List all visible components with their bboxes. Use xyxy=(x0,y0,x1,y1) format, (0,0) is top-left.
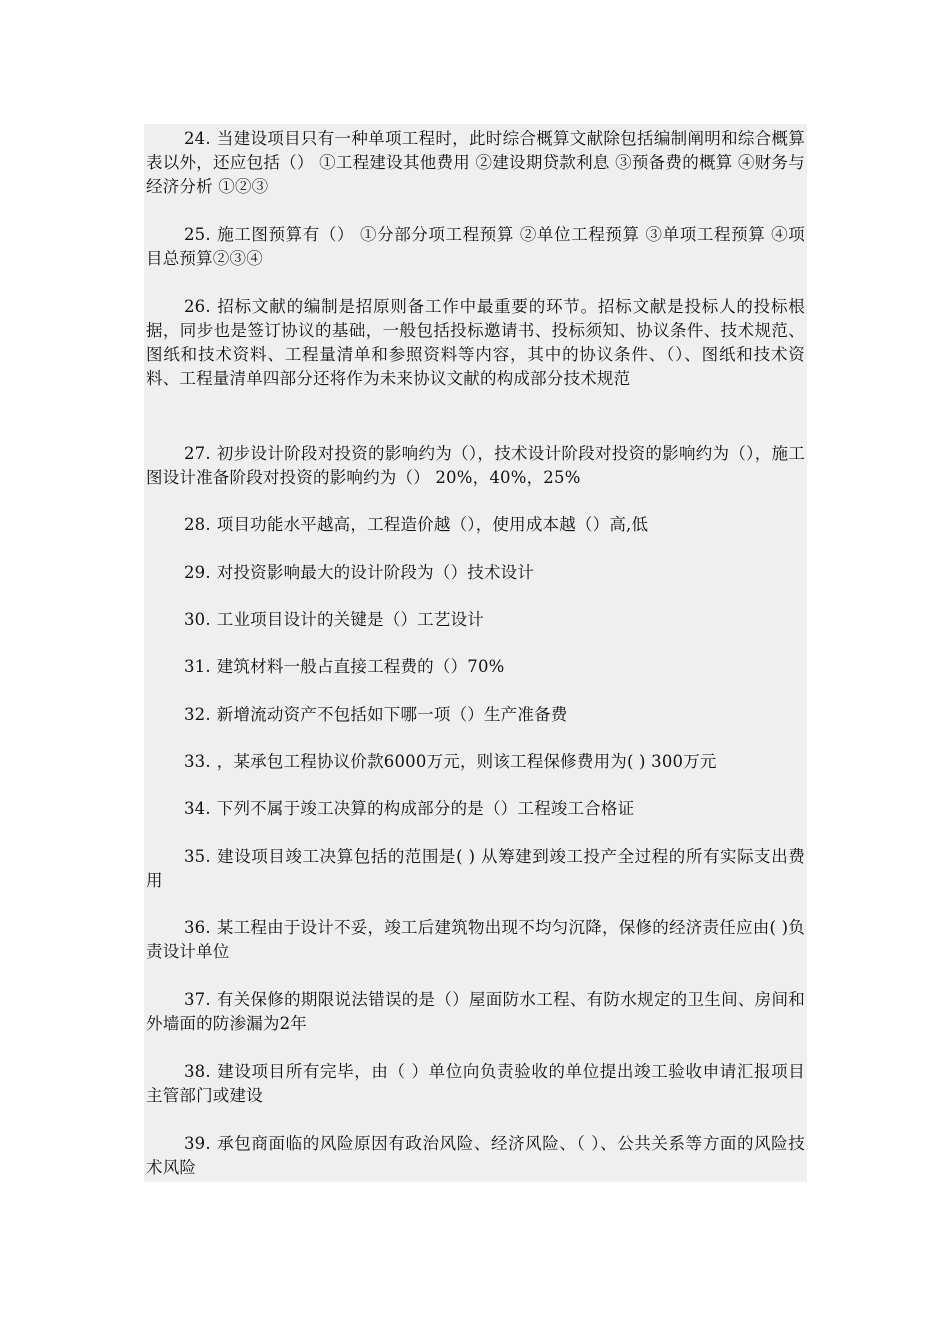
question-26 xyxy=(146,295,805,391)
question-39 xyxy=(146,1132,805,1180)
question-31 xyxy=(146,655,805,679)
question-number: 25. xyxy=(183,225,211,244)
question-33 xyxy=(146,750,805,774)
question-38 xyxy=(146,1060,805,1108)
question-29 xyxy=(146,561,805,585)
question-text: 当建设项目只有一种单项工程时，此时综合概算文献除包括编制阐明和综合概算表以外，还应包括（） ①工程建设其他费用 ②建设期贷款利息 ③预备费的概算 ④财务与经济分析 ①②③ xyxy=(146,129,805,196)
question-number: 28. xyxy=(183,515,211,534)
question-text: 对投资影响最大的设计阶段为（）技术设计 xyxy=(216,563,535,582)
question-number: 32. xyxy=(183,705,211,724)
question-text: 招标文献的编制是招原则备工作中最重要的环节。招标文献是投标人的投标根据，同步也是签订协议的基础，一般包括投标邀请书、投标须知、协议条件、技术规范、图纸和技术资料、工程量清单和参照资料等内容，其中的协议条件、（）、图纸和技术资料、工程量清单四部分还将作为未来协议文献的构成部分技术规范 xyxy=(146,297,805,388)
question-text: 项目功能水平越高，工程造价越（），使用成本越（）高,低 xyxy=(216,515,649,534)
question-number: 37. xyxy=(183,990,211,1009)
question-number: 29. xyxy=(183,563,211,582)
question-text: 某工程由于设计不妥，竣工后建筑物出现不均匀沉降，保修的经济责任应由( )负责设计单位 xyxy=(146,918,805,961)
question-28 xyxy=(146,513,805,537)
question-number: 38. xyxy=(183,1062,211,1081)
question-number: 27. xyxy=(183,444,211,463)
question-32 xyxy=(146,703,805,727)
question-25 xyxy=(146,223,805,271)
question-list xyxy=(144,124,807,1182)
question-text: 建设项目竣工决算包括的范围是( ) 从筹建到竣工投产全过程的所有实际支出费用 xyxy=(146,847,805,890)
question-text: 承包商面临的风险原因有政治风险、经济风险、（ ）、公共关系等方面的风险技术风险 xyxy=(146,1134,805,1177)
question-number: 33. xyxy=(183,752,211,771)
question-number: 26. xyxy=(183,297,211,316)
question-36 xyxy=(146,916,805,964)
question-35 xyxy=(146,845,805,893)
question-text: ，某承包工程协议价款6000万元，则该工程保修费用为( ) 300万元 xyxy=(216,752,717,771)
question-text: 新增流动资产不包括如下哪一项（）生产准备费 xyxy=(216,705,568,724)
question-text: 工业项目设计的关键是（）工艺设计 xyxy=(216,610,484,629)
question-number: 24. xyxy=(183,129,211,148)
question-number: 35. xyxy=(183,847,211,866)
question-text: 建筑材料一般占直接工程费的（）70% xyxy=(216,657,505,676)
question-number: 34. xyxy=(183,799,211,818)
question-37 xyxy=(146,988,805,1036)
question-number: 30. xyxy=(183,610,211,629)
question-text: 初步设计阶段对投资的影响约为（），技术设计阶段对投资的影响约为（），施工图设计准备阶段对投资的影响约为（） 20%，40%，25% xyxy=(146,444,805,487)
question-30 xyxy=(146,608,805,632)
question-24 xyxy=(146,127,805,199)
question-number: 36. xyxy=(183,918,211,937)
question-34 xyxy=(146,797,805,821)
question-text: 有关保修的期限说法错误的是（）屋面防水工程、有防水规定的卫生间、房间和外墙面的防渗漏为2年 xyxy=(146,990,805,1033)
question-text: 下列不属于竣工决算的构成部分的是（）工程竣工合格证 xyxy=(216,799,635,818)
question-number: 39. xyxy=(183,1134,211,1153)
question-27 xyxy=(146,442,805,490)
question-text: 建设项目所有完毕，由（ ）单位向负责验收的单位提出竣工验收申请汇报项目主管部门或建设 xyxy=(146,1062,805,1105)
question-text: 施工图预算有（） ①分部分项工程预算 ②单位工程预算 ③单项工程预算 ④项目总预算②③④ xyxy=(146,225,805,268)
question-number: 31. xyxy=(183,657,211,676)
